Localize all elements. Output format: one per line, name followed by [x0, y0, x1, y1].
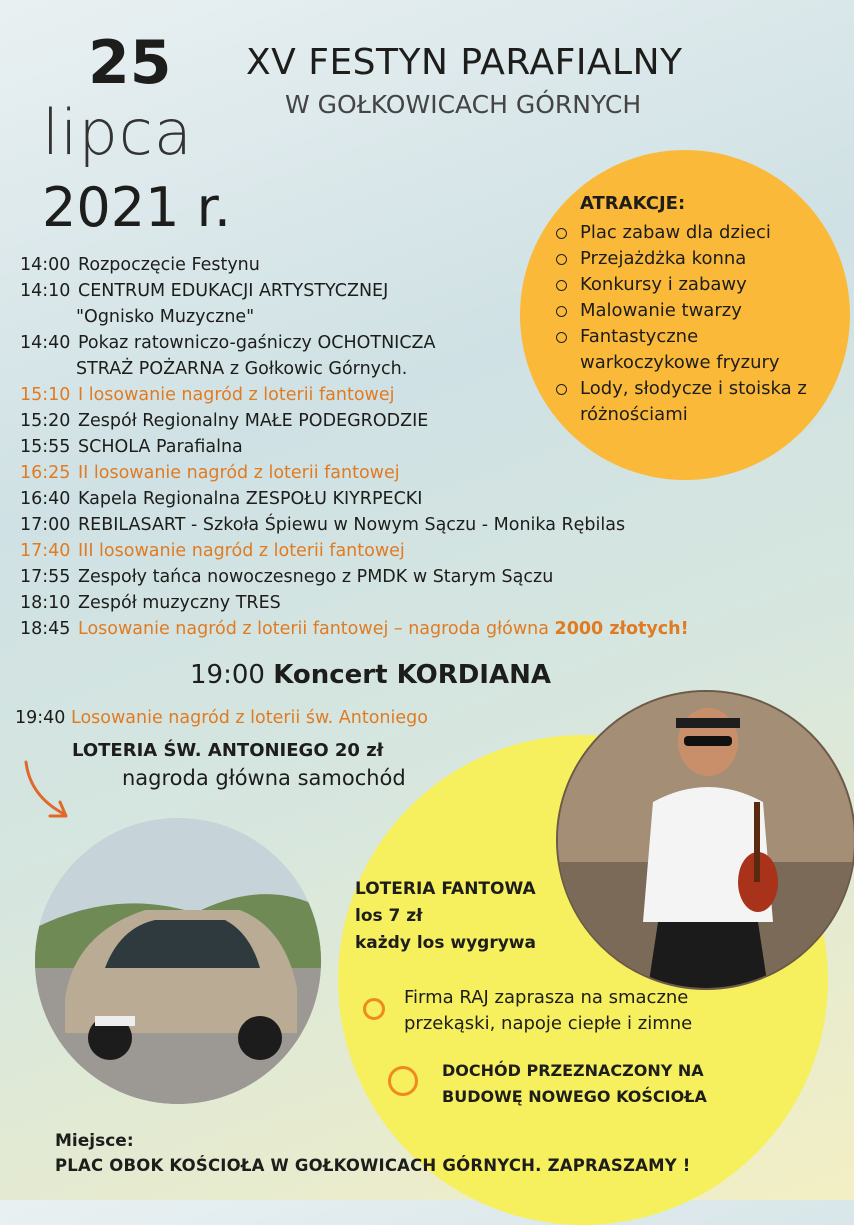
car-icon	[35, 818, 321, 1104]
schedule-item: 15:10 I losowanie nagród z loterii fantowej	[20, 385, 395, 405]
lottery-draw-time: 19:40 Losowanie nagród z loterii św. Antoniego	[15, 708, 428, 728]
schedule-item: 14:10 CENTRUM EDUKACJI ARTYSTYCZNEJ "Ognisko Muzyczne"	[20, 281, 389, 327]
car-photo	[35, 818, 321, 1104]
ring-bullet-icon	[363, 998, 385, 1020]
attractions-title: ATRAKCJE:	[580, 193, 686, 214]
place-label: Miejsce:	[55, 1131, 134, 1151]
musician-photo	[556, 690, 854, 990]
list-item: Malowanie twarzy	[556, 298, 820, 324]
concert-heading: 19:00 Koncert KORDIANA	[190, 660, 551, 690]
list-item: Plac zabaw dla dzieci	[556, 220, 820, 246]
date-month: lipca	[42, 96, 193, 169]
fantowa-info: LOTERIA FANTOWA los 7 zł każdy los wygrywa	[355, 879, 536, 953]
ring-bullet-icon	[388, 1066, 418, 1096]
list-item: Konkursy i zabawy	[556, 272, 820, 298]
page-subtitle: W GOŁKOWICACH GÓRNYCH	[285, 90, 642, 119]
schedule-item: 14:40 Pokaz ratowniczo-gaśniczy OCHOTNICZA STRAŻ POŻARNA z Gołkowic Górnych.	[20, 333, 436, 379]
schedule-item: 17:40 III losowanie nagród z loterii fantowej	[20, 541, 405, 561]
schedule-item: 17:00 REBILASART - Szkoła Śpiewu w Nowym Sączu - Monika Rębilas	[20, 515, 626, 535]
page-title: XV FESTYN PARAFIALNY	[246, 42, 683, 83]
place-text: PLAC OBOK KOŚCIOŁA W GOŁKOWICACH GÓRNYCH. ZAPRASZAMY !	[55, 1156, 691, 1175]
schedule-item: 18:10 Zespół muzyczny TRES	[20, 593, 281, 613]
schedule-list	[20, 252, 689, 642]
date-year: 2021 r.	[42, 176, 231, 239]
schedule-item: 16:40 Kapela Regionalna ZESPOŁU KIYRPECKI	[20, 489, 423, 509]
schedule-item: 16:25 II losowanie nagród z loterii fantowej	[20, 463, 400, 483]
income-info: DOCHÓD PRZEZNACZONY NA BUDOWĘ NOWEGO KOŚCIOŁA	[442, 1061, 707, 1106]
raj-info: Firma RAJ zaprasza na smaczne przekąski, napoje ciepłe i zimne	[404, 987, 693, 1034]
bullet-icon	[556, 228, 567, 239]
schedule-item: 17:55 Zespoły tańca nowoczesnego z PMDK w Starym Sączu	[20, 567, 554, 587]
date-day: 25	[88, 28, 172, 98]
arrow-icon	[20, 756, 80, 826]
schedule-item: 18:45 Losowanie nagród z loterii fantowej – nagroda główna 2000 złotych!	[20, 619, 689, 639]
violinist-icon	[558, 692, 854, 988]
schedule-item: 15:20 Zespół Regionalny MAŁE PODEGRODZIE	[20, 411, 429, 431]
lottery-prize: nagroda główna samochód	[122, 766, 406, 790]
lottery-title: LOTERIA ŚW. ANTONIEGO 20 zł	[72, 740, 384, 761]
list-item: Lody, słodycze i stoiska z różnościami	[556, 376, 820, 428]
schedule-item: 15:55 SCHOLA Parafialna	[20, 437, 243, 457]
schedule-item: 14:00 Rozpoczęcie Festynu	[20, 255, 260, 275]
list-item: Przejażdżka konna	[556, 246, 820, 272]
list-item: Fantastyczne warkoczykowe fryzury	[556, 324, 820, 376]
